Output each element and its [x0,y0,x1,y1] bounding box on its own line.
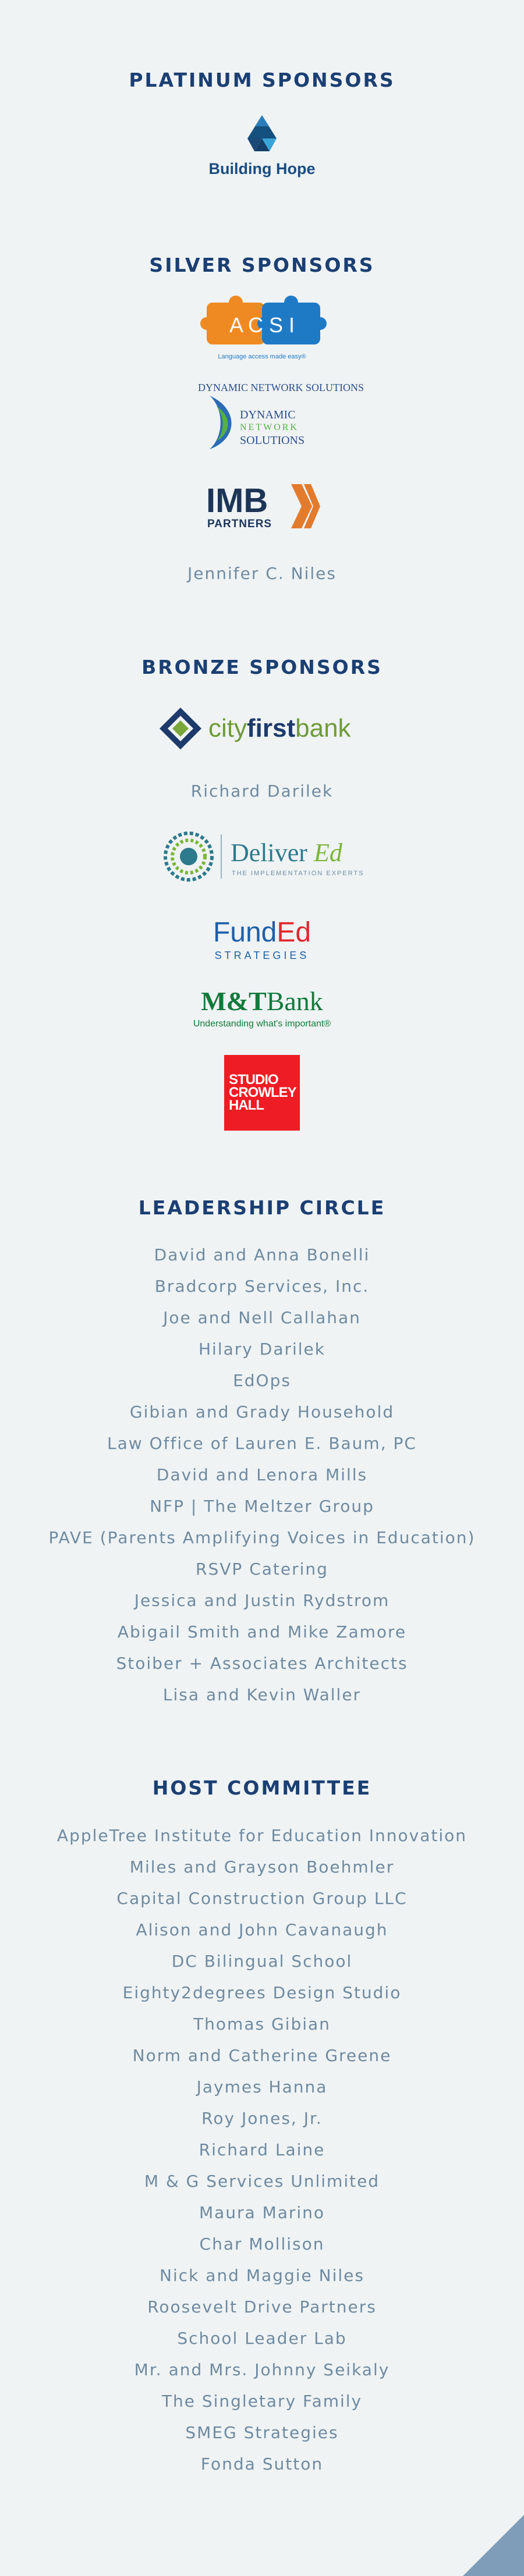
mt-bank-logo [0,983,524,1033]
host-name: The Singletary Family [161,2392,363,2411]
host-name: M & G Services Unlimited [144,2172,380,2191]
host-name: Norm and Catherine Greene [132,2046,392,2065]
leadership-name: Gibian and Grady Household [129,1402,395,1422]
dns-line-1: DYNAMIC [240,408,296,421]
svg-text:M&TBank: M&TBank [201,986,323,1016]
leadership-name: RSVP Catering [196,1559,328,1579]
imb-partners-logo [0,481,524,533]
host-name: Nick and Maggie Niles [160,2266,364,2285]
svg-text:STRATEGIES: STRATEGIES [214,950,310,961]
studio-crowley-hall-logo [0,1055,524,1131]
platinum-sponsors-heading: PLATINUM SPONSORS [129,69,395,91]
host-name: Char Mollison [199,2234,325,2254]
svg-text:STUDIO: STUDIO [229,1072,278,1088]
leadership-name: Stoiber + Associates Architects [116,1654,408,1673]
acsi-logo [0,296,524,365]
host-name: DC Bilingual School [171,1952,353,1971]
leadership-name: EdOps [233,1371,291,1390]
leadership-name: Hilary Darilek [199,1339,325,1359]
dns-line-2: NETWORK [240,422,299,432]
bronze-sponsors-heading: BRONZE SPONSORS [141,656,383,678]
host-name: Roy Jones, Jr. [201,2109,323,2128]
silver-sponsors-heading: SILVER SPONSORS [149,254,375,276]
svg-text:FundEd: FundEd [213,917,311,948]
leadership-name: Bradcorp Services, Inc. [154,1277,370,1296]
leadership-name: NFP | The Meltzer Group [150,1497,374,1516]
host-name: Miles and Grayson Boehmler [129,1857,395,1877]
leadership-name: Joe and Nell Callahan [163,1308,361,1327]
host-name: School Leader Lab [177,2329,347,2348]
deliver-ed-logo [0,829,524,884]
cityfirstbank-logo [0,704,524,753]
leadership-circle-heading: LEADERSHIP CIRCLE [138,1196,386,1219]
building-hope-logo [0,114,524,184]
host-name: Roosevelt Drive Partners [147,2297,377,2316]
bronze-individual-name: Richard Darilek [190,781,334,801]
svg-text:Understanding what's important: Understanding what's important® [193,1019,331,1029]
leadership-name: David and Anna Bonelli [154,1245,370,1264]
funded-strategies-logo [0,914,524,964]
host-name: SMEG Strategies [185,2423,339,2442]
svg-text:A C S I: A C S I [229,313,295,337]
svg-text:Deliver Ed: Deliver Ed [231,838,342,867]
svg-text:IMB: IMB [206,482,268,520]
svg-text:cityfirstbank: cityfirstbank [208,714,351,742]
host-name: Richard Laine [199,2140,325,2159]
host-name: Eighty2degrees Design Studio [122,1983,402,2002]
dns-wordmark [240,408,333,447]
dns-line-3: SOLUTIONS [240,434,305,447]
svg-text:Language access made easy®: Language access made easy® [218,353,306,360]
host-name: Maura Marino [199,2203,325,2222]
host-name: Alison and John Cavanaugh [136,1920,388,1939]
svg-text:THE IMPLEMENTATION EXPERTS: THE IMPLEMENTATION EXPERTS [232,870,364,877]
leadership-name: David and Lenora Mills [156,1465,368,1484]
svg-text:DYNAMIC NETWORK SOLUTIONS: DYNAMIC NETWORK SOLUTIONS [198,382,364,393]
silver-individual-name: Jennifer C. Niles [187,564,337,583]
leadership-name: PAVE (Parents Amplifying Voices in Education) [48,1528,476,1547]
host-name: AppleTree Institute for Education Innovation [56,1826,468,1845]
leadership-name: Abigail Smith and Mike Zamore [117,1622,407,1641]
host-name: Thomas Gibian [193,2014,331,2034]
host-name: Capital Construction Group LLC [116,1889,408,1908]
svg-text:CROWLEY: CROWLEY [229,1085,296,1100]
host-name: Fonda Sutton [200,2454,324,2474]
leadership-name: Law Office of Lauren E. Baum, PC [107,1434,417,1453]
leadership-name: Jessica and Justin Rydstrom [134,1591,390,1610]
leadership-name: Lisa and Kevin Waller [162,1685,362,1704]
svg-text:Building Hope: Building Hope [208,160,316,177]
svg-text:HALL: HALL [229,1097,264,1113]
host-name: Jaymes Hanna [196,2077,328,2097]
host-name: Mr. and Mrs. Johnny Seikaly [134,2360,390,2379]
page-corner-fold [463,2515,524,2576]
svg-text:PARTNERS: PARTNERS [207,518,272,530]
host-committee-heading: HOST COMMITTEE [152,1776,372,1799]
